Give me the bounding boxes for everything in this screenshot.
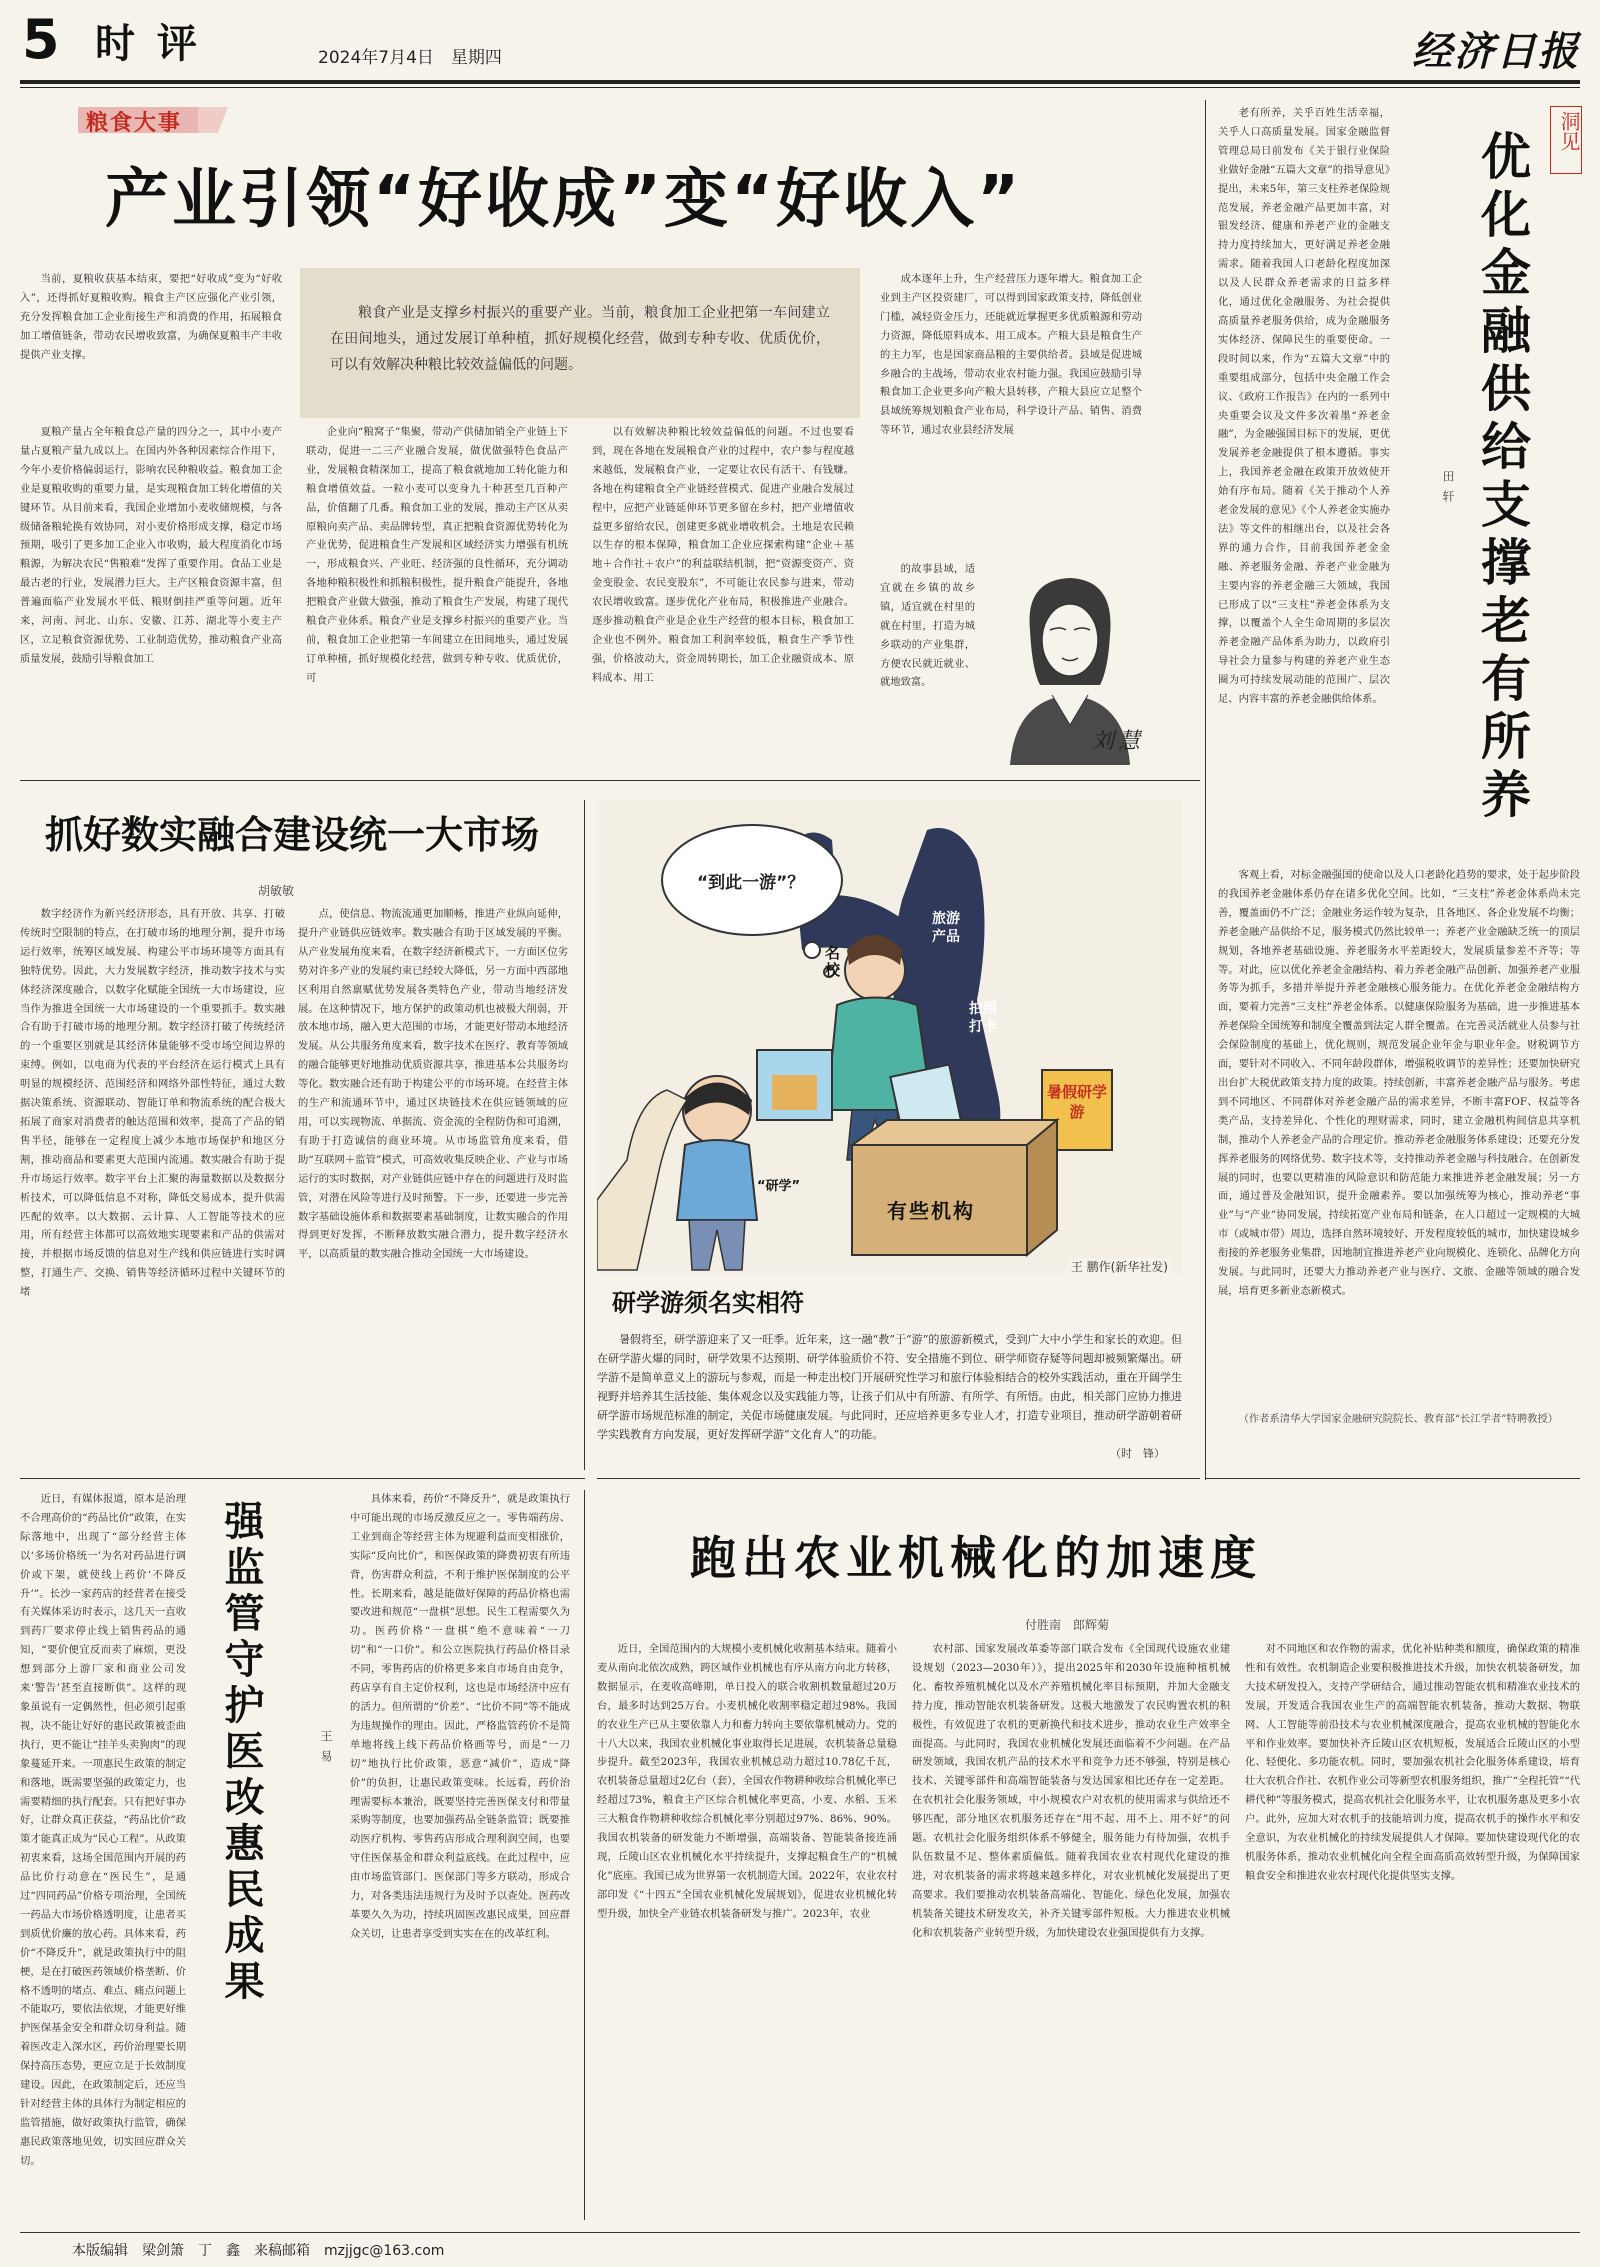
article1-col3: 企业向“粮窝子”集聚，带动产供储加销全产业链上下联动，促进一二三产业融合发展，做优做强特色食品产业，发展粮食精深加工，提高了粮食就地加工转化能力和粮食增值效益。一粒小麦可以变身九十种甚至几百种产品，价值翻了几番。粮食加工业的发展，推动主产区从卖原粮向卖产品、卖品牌转型，真正把粮食资源优势转化为产业优势，促进粮食生产发展和区域经济实力增强有机统一，形成粮食兴、产业旺、经济强的良性循环，充分调动各地种粮积极性和抓粮积极性，提升粮食产能提升，各地把粮食产业做大做强，推动了粮食生产发展，构建了现代粮食产业体系。粮食产业是支撑乡村振兴的重要产业。当前，粮食加工企业把第一车间建立在田间地头，通过发展订单种植，抓好规模化经营，做到专种专收、优质优价，可 <box>306 426 568 684</box>
footer-rule <box>20 2232 1580 2233</box>
headline-study-tour: 研学游须名实相符 <box>612 1289 804 1317</box>
column-tag-dongjian <box>1550 106 1582 174</box>
article1-col5: 成本逐年上升，生产经营压力逐年增大。粮食加工企业到主产区投资建厂，可以得到国家政策支持，降低创业门槛，减轻资金压力，还能就近掌握更多优质粮源和劳动力资源，降低原料成本、用工成本。产粮大县是粮食生产的主力军，也是国家商品粮的主要供给者。县域是促进城乡融合的主战场，带动农业农村能力强。我国应鼓励引导粮食加工企业更多向产粮大县转移，产粮大县应立足整个县域统筹规划粮食产业布局，科学设计产品、销售、消费等环节，通过农业县经济发展 <box>880 273 1142 437</box>
paper-logo: 经济日报 <box>1412 28 1580 75</box>
cartoon-label-study: “研学” <box>757 1179 801 1194</box>
cartoon-label-summer-study-tour: 暑假研学游 <box>1047 1083 1108 1121</box>
footer-editors: 本版编辑 梁剑箫 丁 鑫 来稿邮箱 mzjjgc@163.com <box>72 2243 445 2259</box>
headline-elderly-finance: 优化金融供给支撑老有所养 <box>1473 130 1531 826</box>
headline-digital-market: 抓好数实融合建设统一大市场 <box>45 813 540 857</box>
rule-article4-bottom <box>597 1478 1200 1479</box>
article2-byline: 胡敏敏 <box>258 884 295 898</box>
headline-agri-mechanization: 跑出农业机械化的加速度 <box>690 1531 1262 1585</box>
cartoon-label-photo-checkin: 拍照打卡 <box>969 1001 997 1035</box>
headline-medical-reform: 强监管守护医改惠民成果 <box>218 1500 264 2006</box>
article1-col2: 夏粮产量占全年粮食总产量的四分之一，其中小麦产量占夏粮产量九成以上。在国内外各种因素综合作用下，今年小麦价格偏弱运行，影响农民种粮收益。粮食加工企业是夏粮收购的重要力量，是实现粮食加工转化增值的关键环节。从目前来看，我国企业增加小麦收储规模，与各级储备粮轮换有效协同，对小麦价格形成支撑，稳定市场预期，吸引了更多加工企业入市收购，最大程度消化市场粮源，为解决农民“售粮难”发挥了重要作用。食品工业是最古老的行业，发展潜力巨大。主产区粮食资源丰富，但普遍面临产业发展水平低、粮财倒挂严重等问题。近年来，河南、河北、山东、安徽、江苏、湖北等小麦主产区，立足粮食资源优势、工业制造优势，推动粮食产业高质量发展，鼓励引导粮食加工 <box>20 426 282 665</box>
article3-col1: 近日，有媒体报道，原本是治理不合理高价的“药品比价”政策，在实际落地中，出现了“部分经营主体以‘多场价格统一’为名对药品进行调价或下架，就使线上药价‘不降反升’”。长沙一家药店的经营者在接受有关媒体采访时表示，这几天一直收到药厂要求停止线上销售药品的通知，“要价便宜反而卖了麻烦，更没想到部分上游厂家和商业公司发来‘警告’甚至直接断供”。这样的现象虽说有一定偶然性，但必须引起重视，决不能让好好的惠民政策被歪曲执行，更不能让“挂羊头卖狗肉”的现象蔓延开来。一项惠民生政策的制定和落地，既需要坚强的政策定力，也需要精细的执行配套。只有把好事办好，让群众真正获益，“药品比价”政策才能真正成为“民心工程”。从政策初衷来看，这场全国范围内开展的药品比价行动意在“医民生”，是通过“四同药品”价格专项治理，全国统一药品大市场价格透明度，让患者买到质优价廉的放心药。具体来看，药价“不降反升”，就是政策执行中的阻梗，是在打破医药领域价格垄断、价格不透明的堵点、难点、痛点问题上不能取巧，要依法依规，才能更好维护医保基金安全和群众切身利益。随着医改走入深水区，药价治理要长期保持高压态势，更应立足于长效制度建设。因此，在政策制定后，还应当针对经营主体的具体行为制定相应的监管措施，做好政策执行监管，确保惠民政策落地见效，切实回应群众关切。 <box>20 1493 186 2167</box>
column-tag-dongjian-label: 洞见 <box>1557 111 1581 151</box>
author-portrait <box>990 560 1150 765</box>
article6-main: 客观上看，对标金融强国的使命以及人口老龄化趋势的要求，处于起步阶段的我国养老金融体系仍存在诸多优化空间。比如，“三支柱”养老金体系尚未完善，覆盖面仍不广泛；金融业务运作较为复杂，且各地区、各企业发展不均衡；养老金融产品供给不足，服务模式仍然比较单一；养老产业金融缺乏统一的顶层规划，各地养老基础设施、养老服务水平差距较大，发展质量参差不齐等；等等。对此，应以优化养老金金融结构、着力养老金融产品创新、加强养老产业服务等为抓手，多措并举提升养老金融核心服务能力。在优化养老金金融结构方面，要着力完善“三支柱”养老金体系。以健康保险服务为基础，进一步推进基本养老保险全国统筹和制度全覆盖到法定人群全覆盖。在完善灵活就业人员参与社会保险制度的基础上，优化规则，规范发展企业年金与职业年金。财税调节方面，要针对不同收入、不同年龄段群体，增强税收调节的差异性；还要加快研究出台扩大税优政策支持力度的政策。持续创新，丰富养老金融产品与服务。考虑到不同地区、不同群体对养老金融产品的需求差异，不断丰富FOF、权益等各类产品，支持差异化、个性化的理财需求，同时，建立金融机构间信息共享机制，推动个人养老金产品的合理定价。推动养老金融服务体系建设；还要充分发挥养老服务的网络优势、数字技术等，支持推动养老金融与科技融合。在创新发展的同时，也要以更精准的风险意识和防范能力来推进养老金融发展；另一方面，通过普及金融知识，提升金融素养。要以加强统筹为核心，推动养老“事业”与“产业”协同发展，持续拓宽产业布局和链条，在人口超过一定规模的大城市（或城市带）周边，选择自然环境较好、开发程度较低的城市，加快建设城乡衔接的养老服务业集群，因地制宜推进养老产业向规模化、连锁化、品牌化方向发展。与此同时，还要大力推动养老产业与医疗、文旅、金融等领域的融合发展，培育更多新业态新模式。 <box>1218 869 1580 1297</box>
article5-col3: 对不同地区和农作物的需求，优化补贴种类和额度，确保政策的精准性和有效性。农机制造企业要积极推进技术升级，加快农机装备研发，加大技术研发投入，支持产学研结合，通过推动智能农机和精准农业技术的发展，开发适合我国农业生产的高端智能农机装备，推动大数据、物联网、人工智能等前沿技术与农业机械深度融合，提高农业机械的智能化水平和作业效率。要加快补齐丘陵山区农机短板，发展适合丘陵山区的小型化、轻便化、多功能农机。同时，要加强农机社会化服务体系建设，培育壮大农机合作社、农机作业公司等新型农机服务组织，推广“全程托管”“代耕代种”等服务模式，提高农机社会化服务水平，让农机服务惠及更多小农户。此外，应加大对农机手的技能培训力度，提高农机手的操作水平和安全意识，为农业机械化的持续发展提供人才保障。要加快建设现代化的农机服务体系，推动农业机械化向全程全面高质高效转型升级，为保障国家粮食安全和推进农业农村现代化提供坚实支撑。 <box>1245 1643 1580 1882</box>
article4-author: （时 锋） <box>1110 1447 1165 1460</box>
article6-author-note: （作者系清华大学国家金融研究院院长、教育部“长江学者”特聘教授） <box>1238 1413 1559 1425</box>
cartoon-label-famous-school: 名校 <box>823 945 841 979</box>
masthead-rule-thick <box>20 80 1580 84</box>
cartoon-label-tour-product: 旅游产品 <box>932 911 960 945</box>
rule-article1-bottom <box>20 780 1200 781</box>
page-number: 5 <box>22 8 60 71</box>
article1-col5b: 的故事县域，适宜就在乡镇的故乡镇，适宜就在村里的就在村里，打造为城乡联动的产业集群，方便农民就近就业、就地致富。 <box>880 563 975 689</box>
section-title: 时 评 <box>95 21 201 67</box>
article2-col2: 点，使信息、物流流通更加顺畅，推进产业纵向延伸，提升产业链供应链效率。数实融合有助于区域发展的平衡。从产业发展角度来看，在数字经济新模式下，一方面区位劣势对许多产业的发展约束已经较大降低，另一方面中西部地区利用自然禀赋优势发展各类特色产业，带动当地经济发展。在这种情况下，地方保护的政策动机也被极大削弱，开放本地市场，融入更大范围的市场，才能更好带动本地经济发展。从公共服务角度来看，数字技术在医疗、教育等领域的融合能够更好地推动优质资源共享，推进基本公共服务均等化。数实融合还有助于构建公平的市场环境。在经营主体的生产和流通环节中，通过区块链技术在供应链领域的应用，可以实现物流、单据流、资金流的全程防伪和可追溯，有助于打造诚信的商业环境。从市场监管角度来看，借助“互联网＋监管”模式，可高效收集反映企业、产业与市场运行的实时数据，对产业链供应链中存在的问题进行及时监管，对潜在风险等进行及时预警。下一步，还要进一步完善数字基础设施体系和数据要素基础制度，让数实融合的作用得到更好发挥，不断释放数实融合潜力，提升数字经济水平，以高质量的数实融合推动全国统一大市场建设。 <box>298 908 568 1261</box>
cartoon-label-bubble: “到此一游”？ <box>697 873 805 893</box>
article1-col1: 当前，夏粮收获基本结束，要把“好收成”变为“好收入”，还得抓好夏粮收购。粮食主产区应强化产业引领，充分发挥粮食加工企业衔接生产和消费的作用，拓展粮食加工增值链条，带动农民增收致富，为确保夏粮丰产丰收提供产业支撑。 <box>20 273 282 361</box>
article5-col1: 近日，全国范围内的大规模小麦机械化收割基本结束。随着小麦从南向北依次成熟，跨区域作业机械也有序从南方向北方转移，数据显示，在麦收高峰期，单日投入的联合收割机数量超过20万台，最多时达到25万台。小麦机械化收割率稳定超过98%。我国的农业生产已从主要依靠人力和畜力转向主要依靠机械动力。党的十八大以来，我国农业机械化事业取得长足进展，农机装备总量稳步提升。截至2023年，我国农业机械总动力超过10.78亿千瓦，农机装备总量超过2亿台（套），全国农作物耕种收综合机械化率已经超过73%，粮食主产区综合机械化率更高，小麦、水稻、玉米三大粮食作物耕种收综合机械化率分别超过97%、86%、90%。我国农机装备的研发能力不断增强，高端装备、智能装备接连涌现，丘陵山区农业机械化水平持续提升，支撑起粮食生产的“机械化”底座。我国已成为世界第一农机制造大国。2022年，农业农村部印发《“十四五”全国农业机械化发展规划》，促进农业机械化转型升级，加快全产业链农机装备研发与推广。2023年，农业 <box>597 1643 897 1920</box>
pull-quote-text: 粮食产业是支撑乡村振兴的重要产业。当前，粮食加工企业把第一车间建立在田间地头，通过发展订单种植，抓好规模化经营，做到专种专收、优质优价，可以有效解决种粮比较效益偏低的问题。 <box>330 305 830 373</box>
article2-col1: 数字经济作为新兴经济形态，具有开放、共享、打破传统时空限制的特点，在打破市场的地理分割，提升市场运行效率，统筹区域发展、构建公平市场环境等方面具有独特优势。因此，大力发展数字经济，推动数字技术与实体经济深度融合，以数字化赋能全国统一大市场建设，应当作为推进全国统一大市场建设的一个重要抓手。数实融合有助于打破市场的地理分割。数字经济打破了传统经济的一个重要区别就是其经济体量能够不受市场空间边界的束缚。例如，以电商为代表的平台经济在运行模式上具有明显的规模经济、范围经济和网络外部性特征，通过大数据决策系统、资源联动、智能订单和物流系统的配合极大拓展了商家对消费者的触达范围和效率，提高了产品的销售半径，能够在一定程度上减少本地市场保护和地区分割，推动商品和要素更大范围内流通。数实融合有助于提升市场运行效率。数字平台上汇聚的海量数据以及数据分析技术，可以降低信息不对称，降低交易成本，提升供需匹配的效率。以大数据、云计算、人工智能等技术的应用，所有经营主体都可以高效地实现要素和产品的供需对接，并根据市场反馈的信息对生产线和供应链进行实时调整，打通生产、交换、销售等经济循环过程中关键环节的堵 <box>20 908 285 1299</box>
article3-byline: 王易 <box>319 1730 333 1770</box>
column-tag <box>78 103 278 135</box>
column-tag-label: 粮食大事 <box>86 111 183 136</box>
rule-vertical-right <box>1205 100 1206 1480</box>
masthead <box>0 0 1600 95</box>
rule-article2-bottom <box>20 1478 585 1479</box>
article3-col2: 具体来看，药价“不降反升”，就是政策执行中可能出现的市场反激反应之一。零售端药房、工业到商企等经营主体为规避利益而变相涨价，实际“反向比价”，和医保政策的降费初衷有所违背，伤害群众利益，不利于维护医保制度的公平性。长期来看，越是能做好保障的药品价格也需要改进和规范“一盘棋”思想。民生工程需要久为功。医药价格“一盘棋”绝不意味着“一刀切”和“一口价”。和公立医院执行药品价格目录不同，零售药店的价格更多来自市场自由竞争，药店享有自主定价权利，这也是市场经济中应有的活力。但所谓的“价差”、“比价不同”等不能成为违规操作的理由。因此，严格监管药价不是简单地将线上线下药品价格画等号，而是“一刀切”地执行比价政策，恶意“减价”，造成“降价”的负担，让惠民政策变味。长远看，药价治理需要标本兼治，既要坚持完善医保支付和带量采购等制度，也要加强药品全链条监管；既要推动医疗机构、零售药店形成合理利润空间，也要守住医保基金和群众利益底线。在此过程中，应由市场监管部门、医保部门等多方联动，形成合力，对各类违法违规行为及时予以查处。医药改革要久久为功，持续巩固医改惠民成果，回应群众关切，让患者享受到实实在在的改革红利。 <box>350 1493 570 1940</box>
article6-top: 老有所养，关乎百姓生活幸福，关乎人口高质量发展。国家金融监督管理总局日前发布《关于银行业保险业做好金融“五篇大文章”的指导意见》提出，未来5年，第三支柱养老保险规范发展，养老金融产品更加丰富，对银发经济、健康和养老产业的金融支持力度持续加大，更好满足养老金融需求。随着我国人口老龄化程度加深以及人民群众养老需求的日益多样化，通过优化金融服务、为社会提供高质量养老服务供给，成为金融服务实体经济、保障民生的重要使命。一段时间以来，作为“五篇大文章”中的重要组成部分，包括中央金融工作会议、《政府工作报告》在内的一系列中央重要会议及文件多次着墨“养老金融”，为金融强国目标下的发展，更优发展养老金融提供了根本遵循。事实上，我国养老金融在政策开放效使开始有序布局。随着《关于推动个人养老金发展的意见》《个人养老金实施办法》等文件的相继出台，以及社会各界的通力合作，目前我国养老金金融、养老服务金融、养老产业金融为主要内容的养老金融三大领域，我国已形成了以“三支柱”养老金体系为支撑，以覆盖个人全生命周期的多层次养老金融产品体系为助力，以政府引导社会力量参与构建的养老产业生态圈为可持续发展动能的范围广、层次足、内容丰富的养老金融供给体系。 <box>1218 107 1390 706</box>
rule-vertical-lower-left <box>584 1490 585 2220</box>
cartoon-credit: 王 鹏作(新华社发) <box>1067 1258 1172 1275</box>
article1-col4: 以有效解决种粮比较效益偏低的问题。不过也要看到，现在各地在发展粮食产业的过程中，农户参与程度越来越低，发展粮食产业，一定要让农民有活干、有钱赚。各地在构建粮食全产业链经营模式、促进产业融合发展过程中，应把产业链延伸环节更多留在乡村，把产业增值收益更多留给农民，创建更多就业增收机会。土地是农民赖以生存的根本保障，粮食加工企业应探索构建“企业＋基地＋合作社＋农户”的利益联结机制，把“资源变资产、资金变股金、农民变股东”，不可能让农民参与进来，带动农民增收致富。逐步优化产业布局，积极推进产业融合。逐步推动粮食产业是企业生产经营的根本目标，粮食加工企业也不例外。粮食加工利润率较低，粮食生产季节性强，价格波动大，资金周转期长，加工企业融资成本、原料成本、用工 <box>592 426 854 684</box>
pull-quote-box <box>300 268 860 418</box>
headline-main: 产业引领“好收成”变“好收入” <box>105 163 1023 237</box>
rule-vertical-left <box>584 800 585 1470</box>
cartoon-illustration <box>597 800 1182 1275</box>
cartoon-label-some-institutions: 有些机构 <box>887 1199 975 1223</box>
issue-date: 2024年7月4日 星期四 <box>318 48 502 68</box>
article4-text: 暑假将至，研学游迎来了又一旺季。近年来，这一融“教”于“游”的旅游新模式，受到广大中小学生和家长的欢迎。但在研学游火爆的同时，研学效果不达预期、研学体验质价不符、安全措施不到位、研学师资存疑等问题却被频繁爆出。研学游不是简单意义上的游玩与参观，而是一种走出校门开展研究性学习和旅行体验相结合的校外实践活动，重在开阔学生视野并培养其生活技能、集体观念以及实践能力等，让孩子们从中有所游、有所学、有所悟。由此，相关部门应协力推进研学游市场规范标准的制定，关促市场健康发展。与此同时，还应培养更多专业人才，打造专业项目，推动研学游朝着研学实践教育方向发展，更好发挥研学游“文化育人”的功能。 <box>597 1333 1182 1441</box>
masthead-rule-thin <box>20 87 1580 88</box>
article5-byline: 付胜南 郎辉菊 <box>1025 1618 1110 1632</box>
article6-byline: 田轩 <box>1441 470 1455 510</box>
rule-article6-bottom <box>1205 1478 1580 1479</box>
article5-col2: 农村部、国家发展改革委等部门联合发布《全国现代设施农业建设规划（2023—2030年）》，提出2025年和2030年设施种植机械化、畜牧养殖机械化以及水产养殖机械化率目标预期，并加大金融支持力度，推动智能农机装备研发。这极大地激发了农民购置农机的积极性，有效促进了农机的更新换代和技术进步，推动农业生产效率全面提高。与此同时，我国农业机械化发展还面临着不少问题。在产品研发领域，我国农机产品的技术水平和竞争力还不够强，特别是核心技术、关键零部件和高端智能装备与发达国家相比还存在一定差距。在农机社会化服务领域，中小规模农户对农机的使用需求与供给还不够匹配，部分地区农机服务还存在“用不起、用不上、用不好”的问题。农机社会化服务组织体系不够健全，服务能力有待加强，农机手队伍数量不足、整体素质偏低。随着我国农业农村现代化建设的推进，对农机装备的需求将越来越多样化，对农业机械化发展提出了更高要求。我们要推动农机装备高端化、智能化、绿色化发展，加强农机装备关键技术研发攻关，补齐关键零部件短板。大力推进农业机械化和农机装备产业转型升级，为加快建设农业强国提供有力支撑。 <box>912 1643 1230 1939</box>
author-portrait-signature: 刘慧 <box>1091 729 1144 754</box>
